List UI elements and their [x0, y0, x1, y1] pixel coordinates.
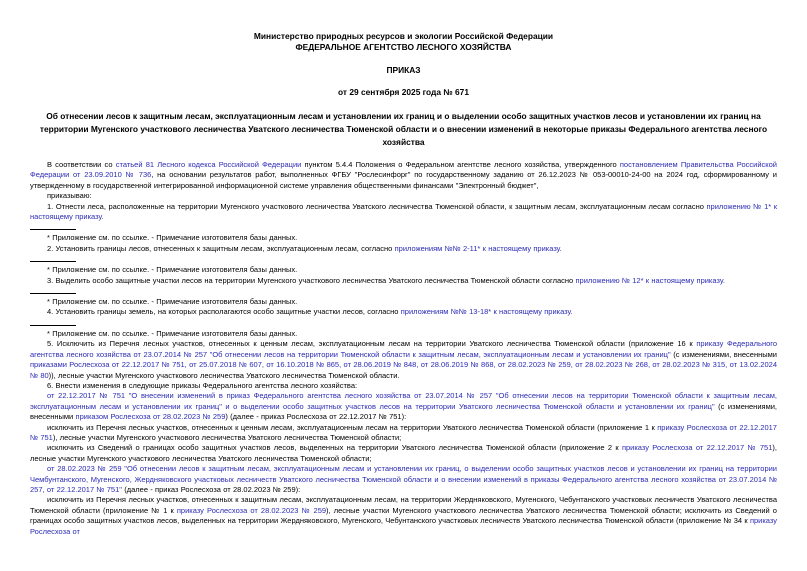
text-run: 2. Установить границы лесов, отнесенных к защитным лесам, эксплуатационным лесам, согласно [47, 243, 395, 253]
text-run: * Приложение см. по ссылке. - Примечание изготовителя базы данных. [47, 297, 298, 307]
text-run: (с изменениями, внесенными [30, 401, 777, 422]
ministry-line: Министерство природных ресурсов и экологии Российской Федерации [253, 31, 554, 41]
footnote-rule [30, 293, 76, 294]
text-run: В соответствии со [47, 160, 116, 169]
text-run: ), лесные участки Мугенского участкового лесничества Уватского лесничества Тюменской области; [30, 443, 777, 463]
paragraph [30, 464, 777, 495]
doc-link[interactable]: приказом Рослесхоза от 28.02.2023 № 259 [75, 412, 226, 422]
text-run: исключить из Сведений о границах особо защитных участков лесов, выделенных на территории Уватского лесничества Тюменской области (приложение 2 к [47, 443, 622, 453]
paragraph [30, 191, 777, 201]
document-body [30, 160, 777, 537]
paragraph [30, 339, 777, 381]
doc-date-line: от 29 сентября 2025 года № 671 [337, 87, 469, 97]
text-run: ) (далее - приказ Рослесхоза от 22.12.2017 № 751): [225, 412, 407, 422]
doc-link[interactable]: приказу Рослесхоза от 22.12.2017 № 751 [621, 443, 773, 453]
doc-link[interactable]: приказами Рослесхоза от 22.12.2017 № 751, от 25.07.2018 № 607, от 16.10.2018 № 865, от 28.06.2019 № 848, от 28.06.2019 № 868, от 28.02.2023 № 259, от 28.02.2023 № 268, от 28.02.2023 № 315, от 13.02.2024 № 80 [30, 360, 777, 380]
text-run: (с изменениями, внесенными [670, 349, 777, 359]
doc-link[interactable]: приложению № 12* к настоящему приказу. [575, 275, 725, 285]
doc-title: Об отнесении лесов к защитным лесам, эксплуатационным лесам и установлении их границ и о выделении особо защитных участков лесов и установлении их границ на территории Мугенского участкового лесничества Уватского лесничества Тюменской области и о внесении изменений в некоторые приказы Федерального агентства лесного хозяйства [39, 111, 768, 147]
footnote-text [30, 329, 777, 339]
document-header [30, 31, 777, 149]
text-run: приказываю: [47, 191, 92, 201]
footnote-rule [30, 229, 76, 230]
footnote-rule [30, 325, 76, 326]
doc-link[interactable]: от 28.02.2023 № 259 "Об отнесении лесов к защитным лесам, эксплуатационным лесам и установлении их границ, о выделении особо защитных участков лесов и установлении их границ на территории Чембунтанского, Мугенского, Жердняковского участковых лесничеств Уватского лесничества Тюменской области и о внесении изменений в приказы Федерального агентства лесного хозяйства от 23.07.2014 № 257, от 22.12.2017 № 751" [30, 464, 777, 494]
paragraph [30, 160, 777, 191]
text-run: * Приложение см. по ссылке. - Примечание изготовителя базы данных. [47, 265, 298, 275]
paragraph [30, 202, 777, 223]
paragraph [30, 443, 777, 464]
footnote-text [30, 265, 777, 275]
paragraph [30, 423, 777, 444]
agency-line: ФЕДЕРАЛЬНОЕ АГЕНТСТВО ЛЕСНОГО ХОЗЯЙСТВА [295, 42, 512, 52]
text-run: * Приложение см. по ссылке. - Примечание изготовителя базы данных. [47, 328, 298, 338]
doc-link[interactable]: приложениям №№ 13-18* к настоящему приказу. [400, 307, 573, 317]
paragraph [30, 244, 777, 254]
doc-type-label: ПРИКАЗ [386, 65, 421, 75]
paragraph [30, 391, 777, 422]
paragraph [30, 381, 777, 391]
text-run: пунктом 5.4.4 Положения о Федеральном агентстве лесного хозяйства, утвержденного [301, 160, 620, 169]
text-run: (далее - приказ Рослесхоза от 28.02.2023 № 259): [121, 484, 301, 494]
paragraph [30, 307, 777, 317]
text-run: 4. Установить границы земель, на которых располагаются особо защитные участки лесов, согласно [47, 307, 401, 317]
paragraph [30, 495, 777, 537]
text-run: , на основании результатов работ, выполненных ФГБУ "Рослесинфорг" по государственному заданию от 26.12.2023 № 053-00010-24-00 на 2024 год, сформированному и утвержденному в государственной интегрированной информационной системе управления общественными финансами "Электронный бюджет", [30, 170, 777, 190]
text-run: * Приложение см. по ссылке. - Примечание изготовителя базы данных. [47, 233, 298, 243]
doc-link[interactable]: приказу Рослесхоза от [30, 516, 777, 536]
text-run: исключить из Перечня лесных участков, отнесенных к защитным лесам, эксплуатационным лесам, на территории Жердняковского, Мугенского, Чебунтанского участковых лесничеств Уватского лесничества Тюменской области (приложение № 1 к [30, 495, 777, 515]
doc-link[interactable]: приказу Федерального агентства лесного хозяйства от 23.07.2014 № 257 "Об отнесении лесов на территории Тюменской области к защитным лесам, эксплуатационным лесам и установлении их границ" [30, 339, 777, 359]
doc-link[interactable]: приложениям №№ 2-11* к настоящему приказу. [394, 243, 562, 253]
footnote-text [30, 233, 777, 243]
text-run: 3. Выделить особо защитные участки лесов на территории Мугенского участкового лесничества Уватского лесничества Тюменской области согласно [47, 275, 576, 285]
footnote-text [30, 297, 777, 307]
doc-link[interactable]: статьей 81 Лесного кодекса Российской Федерации [115, 160, 302, 169]
text-run: )), лесные участки Мугенского участкового лесничества Уватского лесничества Тюменской области. [48, 370, 400, 380]
text-run: 1. Отнести леса, расположенные на территории Мугенского участкового лесничества Уватского лесничества Тюменской области, к защитным лесам, эксплуатационным лесам согласно [47, 201, 707, 211]
doc-link[interactable]: от 22.12.2017 № 751 "О внесении изменений в приказ Федерального агентства лесного хозяйства от 23.07.2014 № 257 "Об отнесении лесов на территории Тюменской области к защитным лесам, эксплуатационным лесам и установлении их границ" и о выделении особо защитных участков лесов на территории Уватского лесничества Тюменской области и установлении их границ" [30, 391, 777, 411]
doc-link[interactable]: приказу Рослесхоза от 22.12.2017 № 751 [30, 422, 777, 442]
text-run: 6. Внести изменения в следующие приказы Федерального агентства лесного хозяйства: [47, 380, 358, 390]
doc-link[interactable]: приложению № 1* к настоящему приказу. [30, 201, 778, 222]
text-run: ), лесные участки Мугенского участкового лесничества Уватского лесничества Тюменской области; исключить из Сведений о границах особо защитных участков лесов, выделенных на территории Жердняковского, Мугенского, Чебунтанского участковых лесничеств Уватского лесничества Тюменской области (приложение № 34 к [30, 505, 777, 526]
text-run: ), лесные участки Мугенского участкового лесничества Уватского лесничества Тюменской области; [52, 432, 402, 442]
footnote-rule [30, 261, 76, 262]
text-run: 5. Исключить из Перечня лесных участков, отнесенных к ценным лесам, эксплуатационным лесам на территории Уватского лесничества Тюменской области (приложение 16 к [47, 339, 697, 349]
doc-link[interactable]: постановлением Правительства Российской Федерации от 23.09.2010 № 736 [30, 160, 777, 180]
paragraph [30, 276, 777, 286]
text-run: исключить из Перечня лесных участков, отнесенных к ценным лесам, эксплуатационным лесам на территории Уватского лесничества Тюменской области (приложение 1 к [47, 422, 658, 432]
doc-link[interactable]: приказу Рослесхоза от 28.02.2023 № 259 [176, 505, 327, 515]
